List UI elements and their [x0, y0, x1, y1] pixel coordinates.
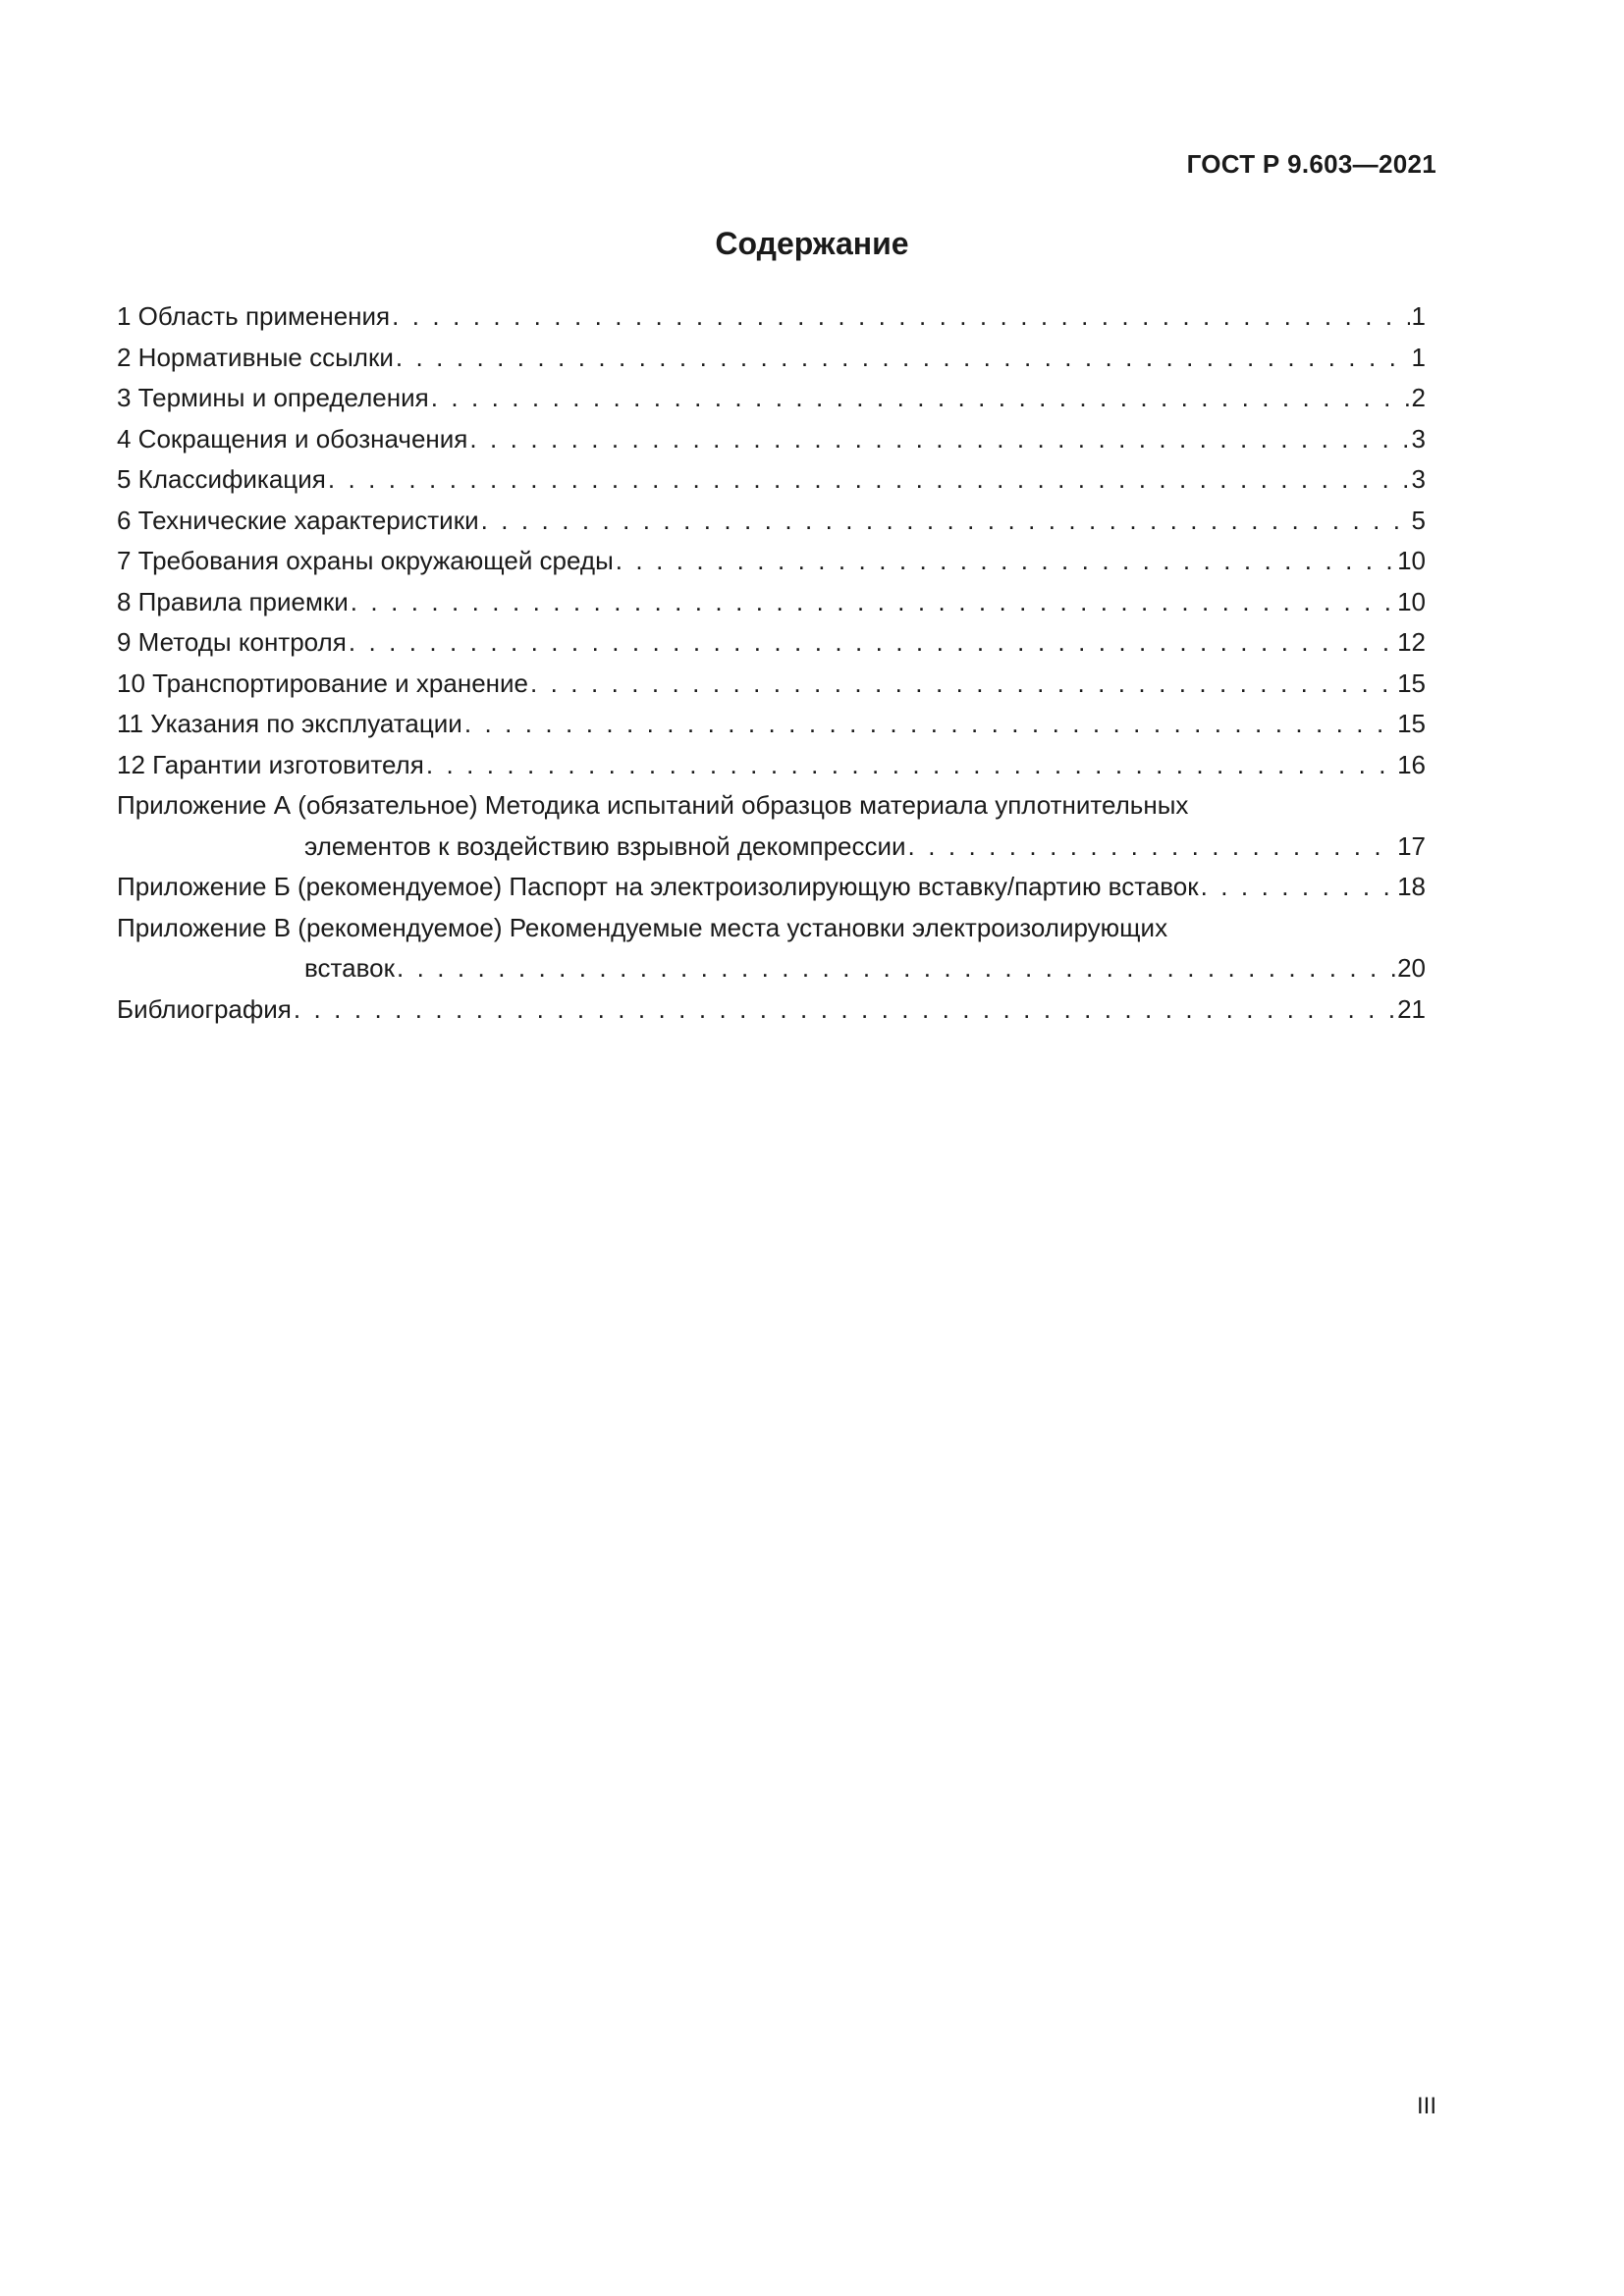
dot-leader — [1201, 867, 1395, 908]
toc-entry-page: 1 — [1411, 342, 1426, 372]
dot-leader — [294, 989, 1395, 1031]
toc-entry-page: 12 — [1397, 627, 1426, 657]
toc-entry-text-continued: вставок — [304, 948, 395, 989]
toc-entry-text-continued: элементов к воздействию взрывной декомпрессии — [304, 827, 906, 868]
toc-entry-text: 7 Требования охраны окружающей среды — [117, 541, 614, 582]
toc-entry[interactable] — [117, 338, 1426, 379]
toc-entry-text: 2 Нормативные ссылки — [117, 338, 394, 379]
dot-leader — [397, 948, 1395, 989]
toc-entry-page: 17 — [1397, 830, 1426, 861]
toc-entry[interactable] — [117, 419, 1426, 460]
dot-leader — [328, 459, 1410, 501]
toc-entry[interactable] — [117, 378, 1426, 419]
toc-entry-page: 5 — [1411, 505, 1426, 535]
toc-entry-page: 3 — [1411, 423, 1426, 454]
toc-entry[interactable] — [117, 296, 1426, 338]
toc-entry-page: 1 — [1411, 301, 1426, 331]
toc-entry-text: 6 Технические характеристики — [117, 501, 479, 542]
toc-entry[interactable] — [117, 459, 1426, 501]
dot-leader — [616, 541, 1395, 582]
toc-entry-text: Приложение А (обязательное) Методика испытаний образцов материала уплотнительных — [117, 785, 1188, 827]
document-code: ГОСТ Р 9.603—2021 — [1186, 149, 1436, 179]
dot-leader — [469, 419, 1409, 460]
dot-leader — [908, 827, 1396, 868]
toc-entry[interactable] — [117, 501, 1426, 542]
dot-leader — [464, 704, 1395, 745]
dot-leader — [392, 296, 1409, 338]
toc-entry[interactable] — [117, 622, 1426, 664]
page-number: III — [1416, 2093, 1436, 2119]
dot-leader — [396, 338, 1410, 379]
toc-entry-text: 8 Правила приемки — [117, 582, 349, 623]
toc-entry-text: 1 Область применения — [117, 296, 390, 338]
toc-entry-text: 9 Методы контроля — [117, 622, 347, 664]
toc-entry-text: Приложение Б (рекомендуемое) Паспорт на электроизолирующую вставку/партию вставок — [117, 867, 1199, 908]
toc-entry-page: 15 — [1397, 667, 1426, 698]
toc-entry-page: 3 — [1411, 464, 1426, 494]
toc-entry-page: 15 — [1397, 709, 1426, 738]
toc-entry-page: 16 — [1397, 749, 1426, 779]
toc-entry[interactable] — [117, 541, 1426, 582]
toc-entry-appendix-b[interactable] — [117, 867, 1426, 908]
toc-entry[interactable] — [117, 664, 1426, 705]
toc-entry-text: Библиография — [117, 989, 292, 1031]
table-of-contents — [117, 296, 1426, 1030]
toc-title: Содержание — [715, 226, 909, 261]
toc-entry-appendix-v[interactable] — [117, 908, 1426, 989]
toc-entry-page: 21 — [1397, 993, 1426, 1024]
toc-entry[interactable] — [117, 582, 1426, 623]
toc-entry-text: 5 Классификация — [117, 459, 326, 501]
toc-entry-appendix-a[interactable] — [117, 785, 1426, 867]
toc-entry-page: 2 — [1411, 383, 1426, 412]
dot-leader — [426, 745, 1395, 786]
toc-entry-page: 10 — [1397, 586, 1426, 616]
toc-entry-text: 10 Транспортирование и хранение — [117, 664, 528, 705]
toc-entry-page: 10 — [1397, 546, 1426, 575]
toc-entry-text: 11 Указания по эксплуатации — [117, 704, 462, 745]
toc-entry-text: 3 Термины и определения — [117, 378, 429, 419]
toc-entry-text: Приложение В (рекомендуемое) Рекомендуемые места установки электроизолирующих — [117, 908, 1167, 949]
toc-entry-bibliography[interactable] — [117, 989, 1426, 1031]
dot-leader — [431, 378, 1410, 419]
toc-entry-text: 12 Гарантии изготовителя — [117, 745, 424, 786]
dot-leader — [351, 582, 1395, 623]
dot-leader — [530, 664, 1395, 705]
dot-leader — [349, 622, 1395, 664]
toc-entry-text: 4 Сокращения и обозначения — [117, 419, 467, 460]
toc-entry[interactable] — [117, 745, 1426, 786]
toc-entry-page: 20 — [1397, 953, 1426, 983]
dot-leader — [481, 501, 1410, 542]
toc-entry-page: 18 — [1397, 872, 1426, 901]
toc-entry[interactable] — [117, 704, 1426, 745]
